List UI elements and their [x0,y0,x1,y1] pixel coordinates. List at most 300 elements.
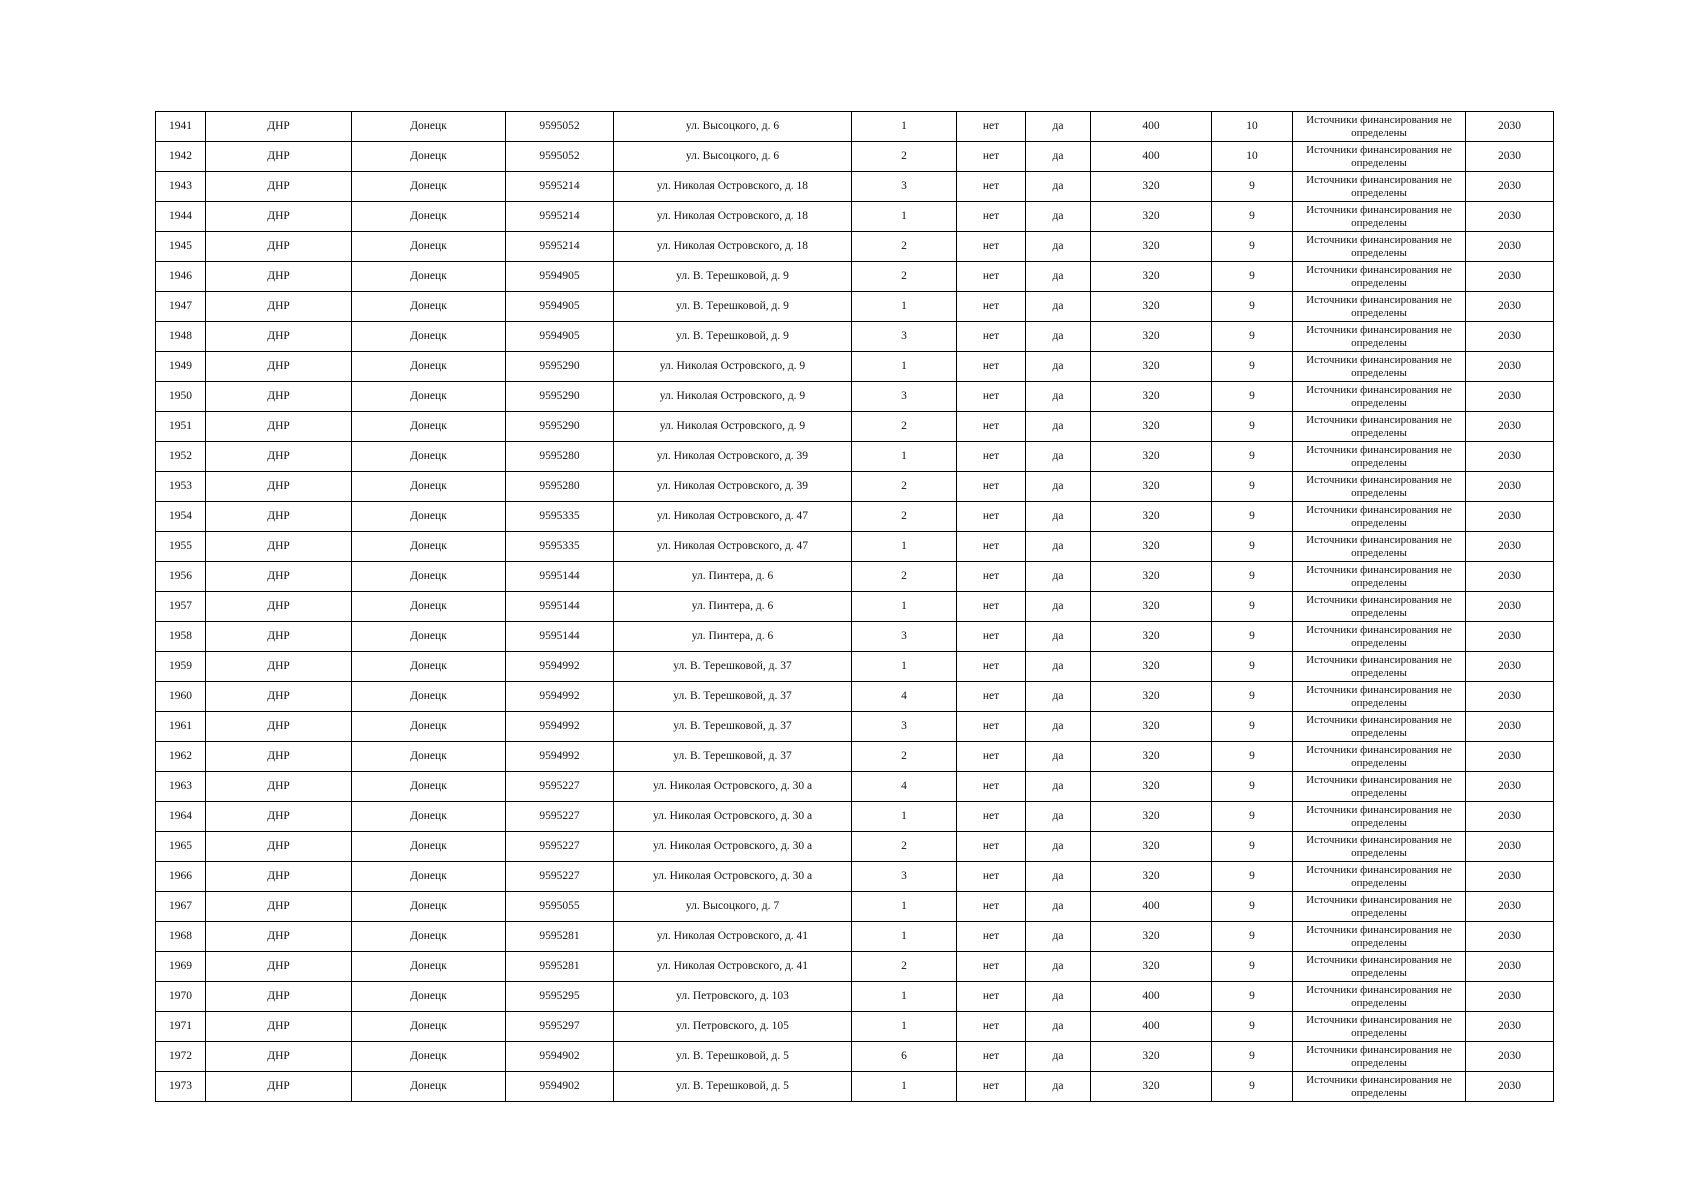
row-number-cell: 1964 [156,802,206,832]
capacity-cell: 320 [1091,682,1212,712]
floors-cell: 9 [1212,892,1293,922]
flag-no-cell: нет [957,262,1026,292]
flag-yes-cell: да [1026,352,1091,382]
region-cell: ДНР [206,712,352,742]
city-cell: Донецк [352,772,506,802]
city-cell: Донецк [352,712,506,742]
table-row [156,262,1554,292]
city-cell: Донецк [352,742,506,772]
funding-cell: Источники финансирования не определены [1293,772,1466,802]
row-number-cell: 1953 [156,472,206,502]
code-cell: 9594992 [506,682,614,712]
flag-no-cell: нет [957,232,1026,262]
flag-no-cell: нет [957,742,1026,772]
flag-no-cell: нет [957,562,1026,592]
flag-no-cell: нет [957,652,1026,682]
flag-yes-cell: да [1026,832,1091,862]
flag-yes-cell: да [1026,772,1091,802]
row-number-cell: 1958 [156,622,206,652]
funding-cell: Источники финансирования не определены [1293,352,1466,382]
city-cell: Донецк [352,532,506,562]
address-cell: ул. Петровского, д. 105 [614,1012,852,1042]
floors-cell: 9 [1212,472,1293,502]
code-cell: 9595214 [506,172,614,202]
address-cell: ул. Николая Островского, д. 18 [614,172,852,202]
flag-yes-cell: да [1026,172,1091,202]
flag-no-cell: нет [957,532,1026,562]
region-cell: ДНР [206,772,352,802]
year-cell: 2030 [1466,472,1554,502]
floors-cell: 9 [1212,922,1293,952]
city-cell: Донецк [352,622,506,652]
address-cell: ул. Николая Островского, д. 47 [614,532,852,562]
row-number-cell: 1972 [156,1042,206,1072]
entrance-cell: 3 [852,382,957,412]
capacity-cell: 320 [1091,382,1212,412]
code-cell: 9595214 [506,232,614,262]
entrance-cell: 2 [852,262,957,292]
table-row [156,652,1554,682]
year-cell: 2030 [1466,772,1554,802]
year-cell: 2030 [1466,142,1554,172]
entrance-cell: 2 [852,742,957,772]
city-cell: Донецк [352,1042,506,1072]
capacity-cell: 320 [1091,412,1212,442]
flag-yes-cell: да [1026,892,1091,922]
city-cell: Донецк [352,322,506,352]
address-cell: ул. Николая Островского, д. 18 [614,202,852,232]
capacity-cell: 320 [1091,652,1212,682]
table-row [156,1042,1554,1072]
flag-yes-cell: да [1026,532,1091,562]
entrance-cell: 1 [852,1072,957,1102]
address-cell: ул. Николая Островского, д. 30 а [614,862,852,892]
year-cell: 2030 [1466,892,1554,922]
city-cell: Донецк [352,142,506,172]
floors-cell: 9 [1212,832,1293,862]
entrance-cell: 1 [852,922,957,952]
year-cell: 2030 [1466,412,1554,442]
region-cell: ДНР [206,1012,352,1042]
row-number-cell: 1960 [156,682,206,712]
flag-no-cell: нет [957,922,1026,952]
region-cell: ДНР [206,952,352,982]
code-cell: 9594905 [506,262,614,292]
region-cell: ДНР [206,592,352,622]
region-cell: ДНР [206,742,352,772]
capacity-cell: 320 [1091,1042,1212,1072]
year-cell: 2030 [1466,952,1554,982]
entrance-cell: 1 [852,982,957,1012]
capacity-cell: 320 [1091,472,1212,502]
flag-no-cell: нет [957,682,1026,712]
code-cell: 9595335 [506,532,614,562]
address-cell: ул. В. Терешковой, д. 5 [614,1072,852,1102]
address-cell: ул. Высоцкого, д. 6 [614,142,852,172]
funding-cell: Источники финансирования не определены [1293,952,1466,982]
floors-cell: 9 [1212,262,1293,292]
flag-yes-cell: да [1026,472,1091,502]
floors-cell: 9 [1212,802,1293,832]
city-cell: Донецк [352,172,506,202]
funding-cell: Источники финансирования не определены [1293,442,1466,472]
address-cell: ул. Пинтера, д. 6 [614,592,852,622]
funding-cell: Источники финансирования не определены [1293,532,1466,562]
flag-no-cell: нет [957,712,1026,742]
table-row [156,712,1554,742]
funding-cell: Источники финансирования не определены [1293,202,1466,232]
code-cell: 9595335 [506,502,614,532]
row-number-cell: 1959 [156,652,206,682]
flag-no-cell: нет [957,472,1026,502]
floors-cell: 9 [1212,1012,1293,1042]
funding-cell: Источники финансирования не определены [1293,892,1466,922]
funding-cell: Источники финансирования не определены [1293,712,1466,742]
funding-cell: Источники финансирования не определены [1293,592,1466,622]
address-cell: ул. Николая Островского, д. 9 [614,382,852,412]
flag-no-cell: нет [957,592,1026,622]
entrance-cell: 1 [852,592,957,622]
funding-cell: Источники финансирования не определены [1293,802,1466,832]
row-number-cell: 1949 [156,352,206,382]
entrance-cell: 1 [852,892,957,922]
funding-cell: Источники финансирования не определены [1293,172,1466,202]
row-number-cell: 1962 [156,742,206,772]
capacity-cell: 320 [1091,262,1212,292]
code-cell: 9595227 [506,832,614,862]
code-cell: 9595144 [506,562,614,592]
address-cell: ул. Высоцкого, д. 6 [614,112,852,142]
row-number-cell: 1967 [156,892,206,922]
city-cell: Донецк [352,412,506,442]
table-row [156,322,1554,352]
code-cell: 9594905 [506,322,614,352]
row-number-cell: 1968 [156,922,206,952]
capacity-cell: 400 [1091,1012,1212,1042]
entrance-cell: 1 [852,652,957,682]
flag-yes-cell: да [1026,202,1091,232]
year-cell: 2030 [1466,1042,1554,1072]
address-cell: ул. Николая Островского, д. 47 [614,502,852,532]
code-cell: 9595227 [506,862,614,892]
flag-no-cell: нет [957,292,1026,322]
region-cell: ДНР [206,202,352,232]
row-number-cell: 1961 [156,712,206,742]
address-cell: ул. Николая Островского, д. 18 [614,232,852,262]
capacity-cell: 320 [1091,742,1212,772]
flag-yes-cell: да [1026,952,1091,982]
flag-no-cell: нет [957,142,1026,172]
address-cell: ул. В. Терешковой, д. 9 [614,262,852,292]
address-cell: ул. В. Терешковой, д. 37 [614,742,852,772]
code-cell: 9595290 [506,352,614,382]
capacity-cell: 320 [1091,442,1212,472]
code-cell: 9595227 [506,802,614,832]
address-cell: ул. В. Терешковой, д. 9 [614,322,852,352]
table-row [156,802,1554,832]
flag-no-cell: нет [957,442,1026,472]
flag-yes-cell: да [1026,142,1091,172]
region-cell: ДНР [206,442,352,472]
funding-cell: Источники финансирования не определены [1293,1042,1466,1072]
flag-no-cell: нет [957,1072,1026,1102]
address-cell: ул. Николая Островского, д. 9 [614,412,852,442]
floors-cell: 9 [1212,982,1293,1012]
entrance-cell: 3 [852,862,957,892]
flag-yes-cell: да [1026,262,1091,292]
code-cell: 9594992 [506,742,614,772]
year-cell: 2030 [1466,532,1554,562]
entrance-cell: 1 [852,1012,957,1042]
flag-no-cell: нет [957,382,1026,412]
flag-yes-cell: да [1026,112,1091,142]
entrance-cell: 3 [852,172,957,202]
flag-no-cell: нет [957,1012,1026,1042]
region-cell: ДНР [206,802,352,832]
floors-cell: 9 [1212,622,1293,652]
flag-yes-cell: да [1026,712,1091,742]
year-cell: 2030 [1466,172,1554,202]
row-number-cell: 1945 [156,232,206,262]
region-cell: ДНР [206,382,352,412]
funding-cell: Источники финансирования не определены [1293,922,1466,952]
row-number-cell: 1954 [156,502,206,532]
flag-no-cell: нет [957,112,1026,142]
floors-cell: 9 [1212,352,1293,382]
floors-cell: 9 [1212,772,1293,802]
table-row [156,502,1554,532]
capacity-cell: 320 [1091,532,1212,562]
table-row [156,442,1554,472]
city-cell: Донецк [352,682,506,712]
year-cell: 2030 [1466,562,1554,592]
floors-cell: 9 [1212,682,1293,712]
row-number-cell: 1952 [156,442,206,472]
flag-no-cell: нет [957,352,1026,382]
city-cell: Донецк [352,952,506,982]
region-cell: ДНР [206,652,352,682]
city-cell: Донецк [352,562,506,592]
table-row [156,682,1554,712]
code-cell: 9594902 [506,1042,614,1072]
row-number-cell: 1950 [156,382,206,412]
row-number-cell: 1970 [156,982,206,1012]
row-number-cell: 1956 [156,562,206,592]
flag-yes-cell: да [1026,922,1091,952]
code-cell: 9595295 [506,982,614,1012]
address-cell: ул. Николая Островского, д. 9 [614,352,852,382]
code-cell: 9594992 [506,652,614,682]
entrance-cell: 3 [852,622,957,652]
code-cell: 9595052 [506,112,614,142]
funding-cell: Источники финансирования не определены [1293,1072,1466,1102]
capacity-cell: 320 [1091,352,1212,382]
year-cell: 2030 [1466,502,1554,532]
floors-cell: 9 [1212,292,1293,322]
table-row [156,352,1554,382]
entrance-cell: 2 [852,832,957,862]
table-body [156,112,1554,1102]
city-cell: Донецк [352,232,506,262]
flag-no-cell: нет [957,832,1026,862]
row-number-cell: 1948 [156,322,206,352]
capacity-cell: 320 [1091,232,1212,262]
region-cell: ДНР [206,1042,352,1072]
funding-cell: Источники финансирования не определены [1293,322,1466,352]
row-number-cell: 1941 [156,112,206,142]
address-cell: ул. В. Терешковой, д. 9 [614,292,852,322]
flag-no-cell: нет [957,862,1026,892]
year-cell: 2030 [1466,292,1554,322]
capacity-cell: 320 [1091,712,1212,742]
code-cell: 9595281 [506,922,614,952]
floors-cell: 10 [1212,142,1293,172]
entrance-cell: 4 [852,772,957,802]
floors-cell: 9 [1212,952,1293,982]
flag-yes-cell: да [1026,982,1091,1012]
row-number-cell: 1957 [156,592,206,622]
city-cell: Донецк [352,922,506,952]
year-cell: 2030 [1466,382,1554,412]
table-row [156,862,1554,892]
year-cell: 2030 [1466,652,1554,682]
flag-yes-cell: да [1026,1072,1091,1102]
floors-cell: 9 [1212,592,1293,622]
region-cell: ДНР [206,232,352,262]
floors-cell: 10 [1212,112,1293,142]
region-cell: ДНР [206,1072,352,1102]
data-table [155,111,1554,1102]
floors-cell: 9 [1212,502,1293,532]
row-number-cell: 1969 [156,952,206,982]
code-cell: 9595280 [506,442,614,472]
region-cell: ДНР [206,562,352,592]
year-cell: 2030 [1466,682,1554,712]
region-cell: ДНР [206,622,352,652]
year-cell: 2030 [1466,202,1554,232]
address-cell: ул. Николая Островского, д. 41 [614,952,852,982]
region-cell: ДНР [206,142,352,172]
entrance-cell: 1 [852,112,957,142]
floors-cell: 9 [1212,652,1293,682]
address-cell: ул. Пинтера, д. 6 [614,622,852,652]
city-cell: Донецк [352,472,506,502]
flag-yes-cell: да [1026,322,1091,352]
table-row [156,232,1554,262]
city-cell: Донецк [352,802,506,832]
funding-cell: Источники финансирования не определены [1293,862,1466,892]
flag-no-cell: нет [957,982,1026,1012]
capacity-cell: 320 [1091,772,1212,802]
capacity-cell: 320 [1091,1072,1212,1102]
capacity-cell: 320 [1091,172,1212,202]
funding-cell: Источники финансирования не определены [1293,682,1466,712]
capacity-cell: 400 [1091,982,1212,1012]
flag-no-cell: нет [957,802,1026,832]
entrance-cell: 1 [852,352,957,382]
capacity-cell: 320 [1091,202,1212,232]
floors-cell: 9 [1212,172,1293,202]
code-cell: 9594902 [506,1072,614,1102]
row-number-cell: 1973 [156,1072,206,1102]
code-cell: 9595281 [506,952,614,982]
table-row [156,292,1554,322]
code-cell: 9595290 [506,382,614,412]
year-cell: 2030 [1466,832,1554,862]
address-cell: ул. Николая Островского, д. 39 [614,442,852,472]
code-cell: 9595055 [506,892,614,922]
funding-cell: Источники финансирования не определены [1293,742,1466,772]
row-number-cell: 1955 [156,532,206,562]
capacity-cell: 320 [1091,862,1212,892]
year-cell: 2030 [1466,982,1554,1012]
floors-cell: 9 [1212,412,1293,442]
flag-no-cell: нет [957,772,1026,802]
row-number-cell: 1966 [156,862,206,892]
entrance-cell: 2 [852,562,957,592]
floors-cell: 9 [1212,232,1293,262]
funding-cell: Источники финансирования не определены [1293,502,1466,532]
funding-cell: Источники финансирования не определены [1293,292,1466,322]
funding-cell: Источники финансирования не определены [1293,262,1466,292]
region-cell: ДНР [206,172,352,202]
code-cell: 9595214 [506,202,614,232]
year-cell: 2030 [1466,232,1554,262]
year-cell: 2030 [1466,622,1554,652]
table-row [156,112,1554,142]
table-row [156,472,1554,502]
funding-cell: Источники финансирования не определены [1293,412,1466,442]
flag-no-cell: нет [957,172,1026,202]
funding-cell: Источники финансирования не определены [1293,472,1466,502]
flag-yes-cell: да [1026,742,1091,772]
flag-no-cell: нет [957,202,1026,232]
floors-cell: 9 [1212,1042,1293,1072]
flag-no-cell: нет [957,952,1026,982]
row-number-cell: 1943 [156,172,206,202]
city-cell: Донецк [352,382,506,412]
flag-yes-cell: да [1026,412,1091,442]
address-cell: ул. В. Терешковой, д. 37 [614,712,852,742]
floors-cell: 9 [1212,562,1293,592]
city-cell: Донецк [352,502,506,532]
address-cell: ул. В. Терешковой, д. 37 [614,652,852,682]
funding-cell: Источники финансирования не определены [1293,622,1466,652]
entrance-cell: 3 [852,712,957,742]
capacity-cell: 400 [1091,112,1212,142]
flag-no-cell: нет [957,502,1026,532]
table-row [156,982,1554,1012]
region-cell: ДНР [206,982,352,1012]
floors-cell: 9 [1212,742,1293,772]
address-cell: ул. Петровского, д. 103 [614,982,852,1012]
city-cell: Донецк [352,112,506,142]
region-cell: ДНР [206,832,352,862]
year-cell: 2030 [1466,262,1554,292]
flag-yes-cell: да [1026,442,1091,472]
table-row [156,172,1554,202]
entrance-cell: 2 [852,472,957,502]
year-cell: 2030 [1466,922,1554,952]
capacity-cell: 320 [1091,502,1212,532]
capacity-cell: 400 [1091,892,1212,922]
year-cell: 2030 [1466,352,1554,382]
floors-cell: 9 [1212,862,1293,892]
code-cell: 9595144 [506,592,614,622]
entrance-cell: 2 [852,952,957,982]
flag-yes-cell: да [1026,652,1091,682]
floors-cell: 9 [1212,712,1293,742]
